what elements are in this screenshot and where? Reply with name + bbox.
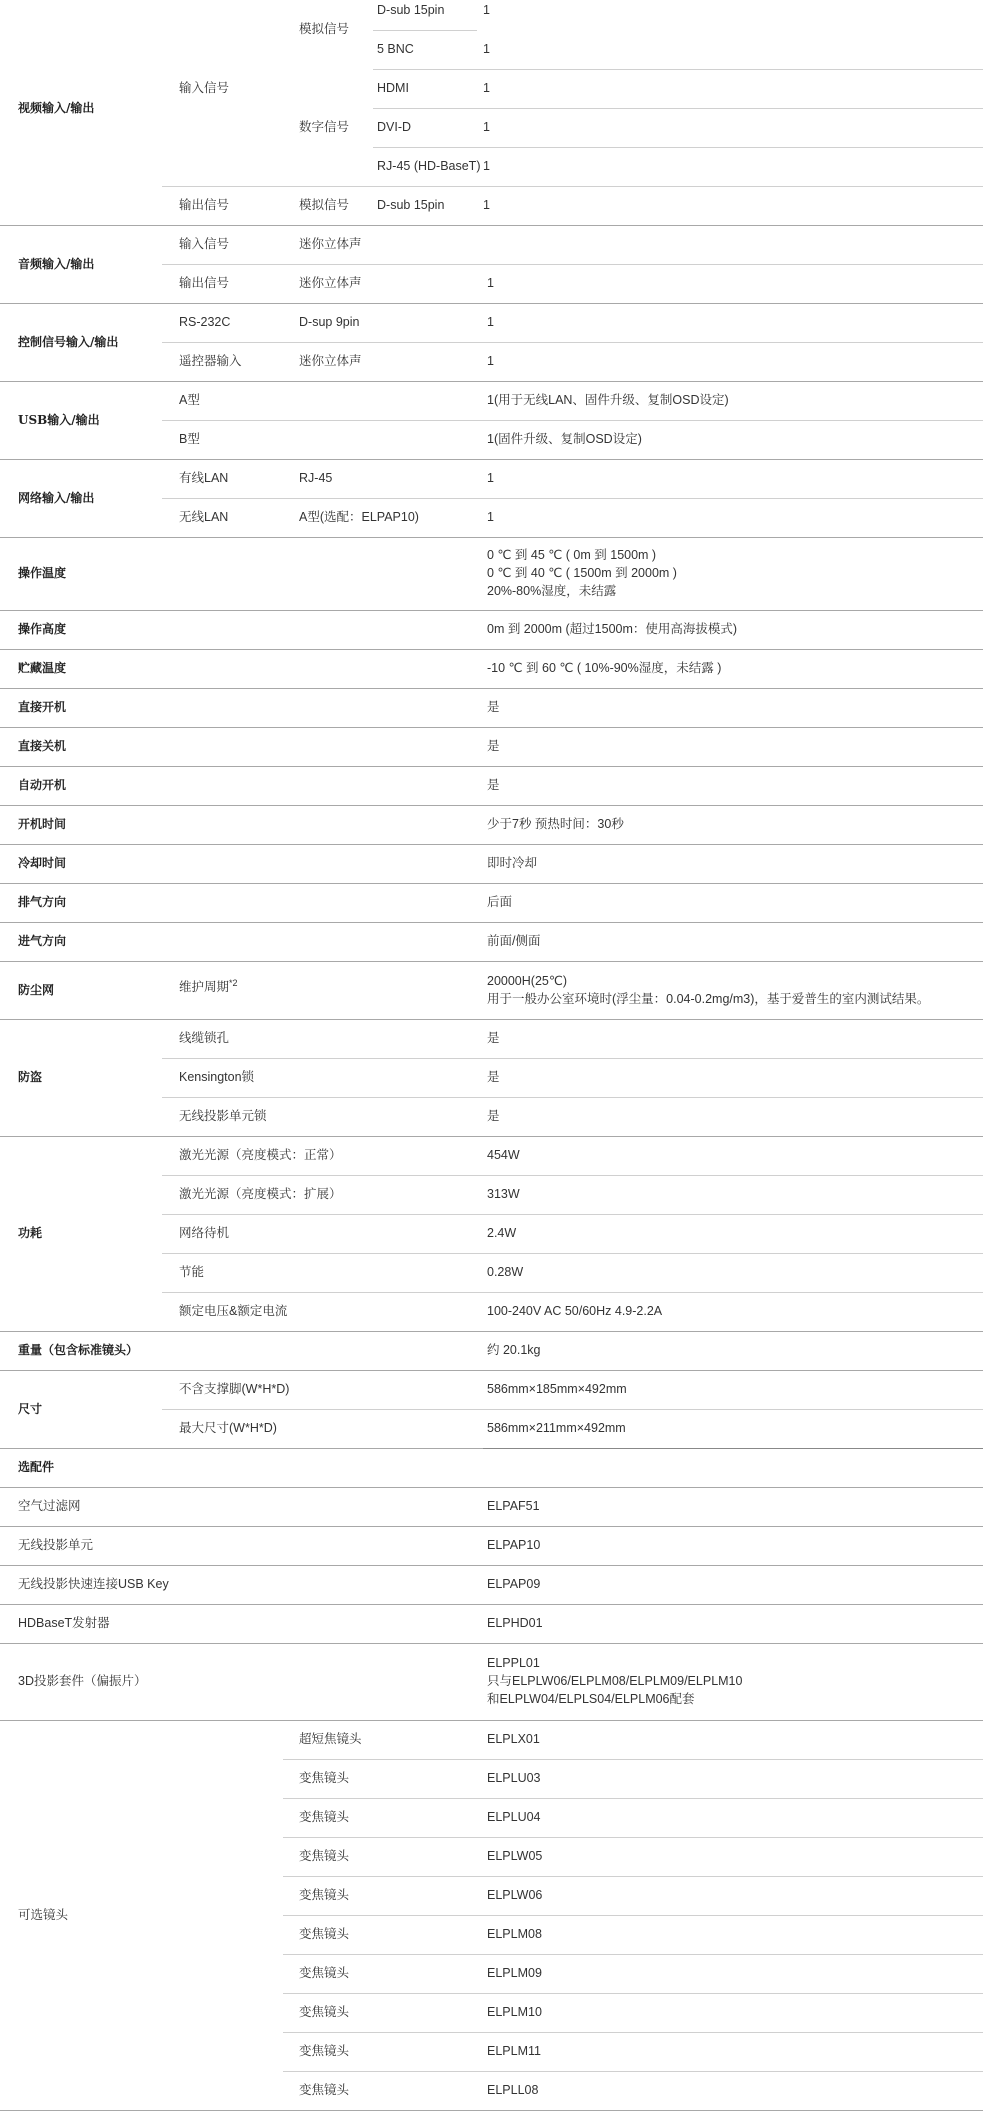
value-direct-off: 是	[487, 739, 500, 753]
video-digital-signal-label: 数字信号	[299, 120, 350, 134]
section-divider	[0, 1720, 983, 1721]
section-divider	[0, 688, 983, 689]
value-rs232c: 1	[487, 315, 494, 329]
section-label-usb-io: USB输入/输出	[18, 413, 100, 427]
lens-type: 变焦镜头	[299, 2044, 350, 2058]
lens-model: ELPLU03	[487, 1771, 541, 1785]
value-kensington: 是	[487, 1070, 500, 1084]
value-hdmi: 1	[483, 81, 490, 95]
section-divider	[0, 225, 983, 226]
section-divider	[0, 381, 983, 382]
lens-type: 变焦镜头	[299, 2083, 350, 2097]
power-rated: 额定电压&额定电流	[179, 1304, 288, 1318]
value-op-altitude: 0m 到 2000m (超过1500m：使用高海拔模式)	[487, 622, 738, 636]
section-divider	[0, 1526, 983, 1527]
value-usb-type-b: 1(固件升级、复制OSD设定)	[487, 432, 642, 446]
label-weight: 重量（包含标准镜头）	[18, 1343, 139, 1357]
lens-model: ELPLM09	[487, 1966, 542, 1980]
row-divider	[162, 1058, 983, 1059]
acc-usb-key: 无线投影快速连接USB Key	[18, 1577, 169, 1591]
row-divider	[162, 1214, 983, 1215]
section-divider	[0, 805, 983, 806]
row-divider	[283, 1759, 983, 1760]
acc-hdbaset-tx: HDBaseT发射器	[18, 1616, 110, 1630]
value-wireless-lan: 1	[487, 510, 494, 524]
value-hdbaset-tx: ELPHD01	[487, 1616, 543, 1630]
value-cooldown-time: 即时冷却	[487, 856, 538, 870]
lens-type: 变焦镜头	[299, 1810, 350, 1824]
section-label-control-io: 控制信号输入/输出	[18, 335, 119, 349]
label-op-altitude: 操作高度	[18, 622, 67, 636]
value-audio-output: 1	[487, 276, 494, 290]
section-divider	[0, 883, 983, 884]
section-divider	[0, 1487, 983, 1488]
lens-type: 变焦镜头	[299, 1849, 350, 1863]
label-auto-on: 自动开机	[18, 778, 67, 792]
section-divider	[0, 961, 983, 962]
footnote-marker: *2	[229, 978, 238, 988]
section-divider	[0, 1331, 983, 1332]
anti-theft-cable-lock: 线缆锁孔	[179, 1031, 230, 1045]
section-divider	[0, 727, 983, 728]
section-divider	[0, 459, 983, 460]
section-divider	[0, 649, 983, 650]
row-divider	[162, 186, 983, 187]
value-rated: 100-240V AC 50/60Hz 4.9-2.2A	[487, 1304, 663, 1318]
connector-rj45-hdbaset: RJ-45 (HD-BaseT)	[377, 159, 481, 173]
connector-5bnc: 5 BNC	[377, 42, 414, 56]
value-network-standby: 2.4W	[487, 1226, 517, 1240]
value-dim-no-feet: 586mm×185mm×492mm	[487, 1382, 627, 1396]
audio-input-connector: 迷你立体声	[299, 237, 362, 251]
section-divider	[0, 303, 983, 304]
lens-model: ELPLM08	[487, 1927, 542, 1941]
acc-3d-kit: 3D投影套件（偏振片）	[18, 1674, 147, 1688]
row-divider	[162, 1097, 983, 1098]
row-divider	[162, 1292, 983, 1293]
row-divider	[283, 2071, 983, 2072]
value-dim-max: 586mm×211mm×492mm	[487, 1421, 626, 1435]
row-divider	[162, 1175, 983, 1176]
value-dvid: 1	[483, 120, 490, 134]
section-label-anti-theft: 防盗	[18, 1070, 43, 1084]
value-wired-lan: 1	[487, 471, 494, 485]
section-divider	[0, 1565, 983, 1566]
label-startup-time: 开机时间	[18, 817, 67, 831]
row-divider	[283, 1876, 983, 1877]
dim-max-label: 最大尺寸(W*H*D)	[179, 1421, 277, 1435]
control-rs232c-label: RS-232C	[179, 315, 231, 329]
acc-air-filter: 空气过滤网	[18, 1499, 81, 1513]
section-label-audio-io: 音频输入/输出	[18, 257, 95, 271]
anti-theft-wireless-lock: 无线投影单元锁	[179, 1109, 267, 1123]
label-direct-off: 直接关机	[18, 739, 67, 753]
value-eco: 0.28W	[487, 1265, 524, 1279]
lens-model: ELPLM10	[487, 2005, 542, 2019]
value-laser-extended: 313W	[487, 1187, 520, 1201]
network-rj45-connector: RJ-45	[299, 471, 333, 485]
video-output-signal-label: 输出信号	[179, 198, 230, 212]
control-remote-label: 遥控器输入	[179, 354, 242, 368]
value-dsub15: 1	[483, 3, 490, 17]
value-laser-normal: 454W	[487, 1148, 520, 1162]
row-divider	[373, 30, 477, 31]
power-eco: 节能	[179, 1265, 205, 1279]
row-divider	[283, 1915, 983, 1916]
value-wireless-lock: 是	[487, 1109, 500, 1123]
row-divider	[162, 1409, 983, 1410]
section-divider	[0, 1643, 983, 1644]
control-dsub9-connector: D-sup 9pin	[299, 315, 360, 329]
value-3d-kit: ELPPL01 只与ELPLW06/ELPLM08/ELPLM09/ELPLM10 和ELPLW04/ELPLS04/ELPLM06配套	[487, 1656, 743, 1706]
value-5bnc: 1	[483, 42, 490, 56]
row-divider	[283, 2032, 983, 2033]
value-air-filter: ELPAF51	[487, 1499, 540, 1513]
audio-input-signal-label: 输入信号	[179, 237, 230, 251]
value-usb-key: ELPAP09	[487, 1577, 541, 1591]
connector-output-dsub15: D-sub 15pin	[377, 198, 445, 212]
lens-type: 超短焦镜头	[299, 1732, 362, 1746]
acc-lenses-label: 可选镜头	[18, 1908, 69, 1922]
power-network-standby: 网络待机	[179, 1226, 230, 1240]
section-divider	[0, 2110, 983, 2111]
accessories-title: 选配件	[18, 1460, 55, 1474]
row-divider	[162, 342, 983, 343]
section-divider	[0, 610, 983, 611]
value-auto-on: 是	[487, 778, 500, 792]
lens-type: 变焦镜头	[299, 2005, 350, 2019]
lens-type: 变焦镜头	[299, 1771, 350, 1785]
usb-type-a-label: A型	[179, 393, 200, 407]
section-label-video-io: 视频输入/输出	[18, 101, 95, 115]
section-divider	[0, 537, 983, 538]
video-output-analog-label: 模拟信号	[299, 198, 350, 212]
label-cooldown-time: 冷却时间	[18, 856, 67, 870]
lens-type: 变焦镜头	[299, 1966, 350, 1980]
row-divider	[162, 420, 983, 421]
value-op-temp: 0 ℃ 到 45 ℃ ( 0m 到 1500m ) 0 ℃ 到 40 ℃ ( 1500m 到 2000m ) 20%-80%湿度，未结露	[487, 548, 677, 598]
row-divider	[283, 1993, 983, 1994]
network-wireless-label: 无线LAN	[179, 510, 229, 524]
value-startup-time: 少于7秒 预热时间：30秒	[487, 817, 624, 831]
network-wired-label: 有线LAN	[179, 471, 229, 485]
row-divider	[283, 1837, 983, 1838]
value-output-dsub15: 1	[483, 198, 490, 212]
section-label-dimensions: 尺寸	[18, 1402, 43, 1416]
lens-model: ELPLM11	[487, 2044, 541, 2058]
row-divider	[162, 1253, 983, 1254]
row-divider	[283, 1798, 983, 1799]
video-input-signal-label: 输入信号	[179, 81, 230, 95]
audio-output-connector: 迷你立体声	[299, 276, 362, 290]
lens-model: ELPLX01	[487, 1732, 540, 1746]
value-direct-on: 是	[487, 700, 500, 714]
audio-output-signal-label: 输出信号	[179, 276, 230, 290]
row-divider	[483, 1448, 983, 1449]
value-cable-lock: 是	[487, 1031, 500, 1045]
anti-theft-kensington: Kensington锁	[179, 1070, 255, 1084]
connector-dsub15: D-sub 15pin	[377, 3, 445, 17]
video-analog-signal-label: 模拟信号	[299, 22, 350, 36]
connector-hdmi: HDMI	[377, 81, 409, 95]
section-divider	[0, 844, 983, 845]
label-dust-filter: 防尘网	[18, 983, 55, 997]
network-wireless-type: A型(选配：ELPAP10)	[299, 510, 419, 524]
lens-type: 变焦镜头	[299, 1927, 350, 1941]
row-divider	[373, 69, 983, 70]
power-laser-normal: 激光光源（亮度模式：正常）	[179, 1148, 342, 1162]
value-exhaust-dir: 后面	[487, 895, 513, 909]
label-exhaust-dir: 排气方向	[18, 895, 67, 909]
lens-type: 变焦镜头	[299, 1888, 350, 1902]
section-divider	[0, 1604, 983, 1605]
label-direct-on: 直接开机	[18, 700, 67, 714]
value-rj45-hdbaset: 1	[483, 159, 490, 173]
label-op-temp: 操作温度	[18, 566, 67, 580]
row-divider	[162, 264, 983, 265]
row-divider	[283, 1954, 983, 1955]
row-divider	[373, 147, 983, 148]
value-dust-filter: 20000H(25℃) 用于一般办公室环境时(浮尘量：0.04-0.2mg/m3)，基于爱普生的室内测试结果。	[487, 974, 930, 1006]
section-divider	[0, 766, 983, 767]
lens-model: ELPLW05	[487, 1849, 543, 1863]
section-divider	[0, 1136, 983, 1137]
value-weight: 约 20.1kg	[487, 1343, 541, 1357]
value-storage-temp: -10 ℃ 到 60 ℃ ( 10%-90%湿度，未结露 )	[487, 661, 722, 675]
acc-wireless-unit: 无线投影单元	[18, 1538, 94, 1552]
usb-type-b-label: B型	[179, 432, 200, 446]
dim-no-feet-label: 不含支撑脚(W*H*D)	[179, 1382, 290, 1396]
value-remote: 1	[487, 354, 494, 368]
lens-model: ELPLU04	[487, 1810, 541, 1824]
connector-dvid: DVI-D	[377, 120, 412, 134]
label-storage-temp: 贮藏温度	[18, 661, 67, 675]
label-intake-dir: 进气方向	[18, 934, 67, 948]
value-intake-dir: 前面/侧面	[487, 934, 541, 948]
section-label-network-io: 网络输入/输出	[18, 491, 95, 505]
control-remote-connector: 迷你立体声	[299, 354, 362, 368]
section-divider	[0, 1370, 983, 1371]
lens-model: ELPLL08	[487, 2083, 539, 2097]
power-laser-extended: 激光光源（亮度模式：扩展）	[179, 1187, 342, 1201]
section-label-power: 功耗	[18, 1226, 43, 1240]
lens-model: ELPLW06	[487, 1888, 543, 1902]
value-wireless-unit: ELPAP10	[487, 1538, 541, 1552]
section-divider	[0, 922, 983, 923]
section-divider	[0, 1019, 983, 1020]
value-usb-type-a: 1(用于无线LAN、固件升级、复制OSD设定)	[487, 393, 729, 407]
row-divider	[162, 498, 983, 499]
row-divider	[373, 108, 983, 109]
maint-cycle-label: 维护周期$^{*2}$	[179, 978, 238, 994]
